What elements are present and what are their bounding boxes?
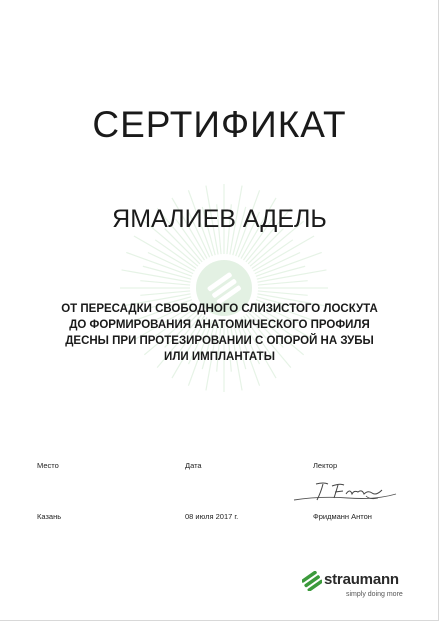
watermark-ray (143, 266, 191, 279)
lecturer-value: Фридманн Антон (313, 512, 372, 521)
course-title (40, 301, 399, 365)
watermark-ray (258, 281, 308, 285)
brand-tagline: simply doing more (346, 591, 403, 598)
recipient-name: ЯМАЛИЕВ АДЕЛЬ (112, 205, 327, 233)
straumann-logo (302, 571, 412, 611)
watermark-ray (140, 291, 190, 295)
date-label: Дата (185, 461, 202, 470)
watermark-ray (257, 266, 305, 279)
course-title-line: ОТ ПЕРЕСАДКИ СВОБОДНОГО СЛИЗИСТОГО ЛОСКУТА (61, 303, 378, 315)
watermark-ray (140, 281, 190, 285)
course-title-line: ИЛИ ИМПЛАНТАТЫ (164, 351, 275, 363)
straumann-mark-icon (302, 571, 322, 591)
lecturer-signature (290, 478, 400, 508)
place-value: Казань (37, 512, 62, 521)
brand-name: straumann (324, 571, 399, 588)
watermark-ray (258, 291, 308, 295)
course-title-line: ДО ФОРМИРОВАНИЯ АНАТОМИЧЕСКОГО ПРОФИЛЯ (69, 319, 370, 331)
course-title-line: ДЕСНЫ ПРИ ПРОТЕЗИРОВАНИИ С ОПОРОЙ НА ЗУБЫ (65, 335, 374, 347)
place-label: Место (37, 461, 59, 470)
lecturer-label: Лектор (313, 461, 338, 470)
certificate-title: СЕРТИФИКАТ (92, 104, 347, 145)
date-value: 08 июля 2017 г. (185, 512, 239, 521)
